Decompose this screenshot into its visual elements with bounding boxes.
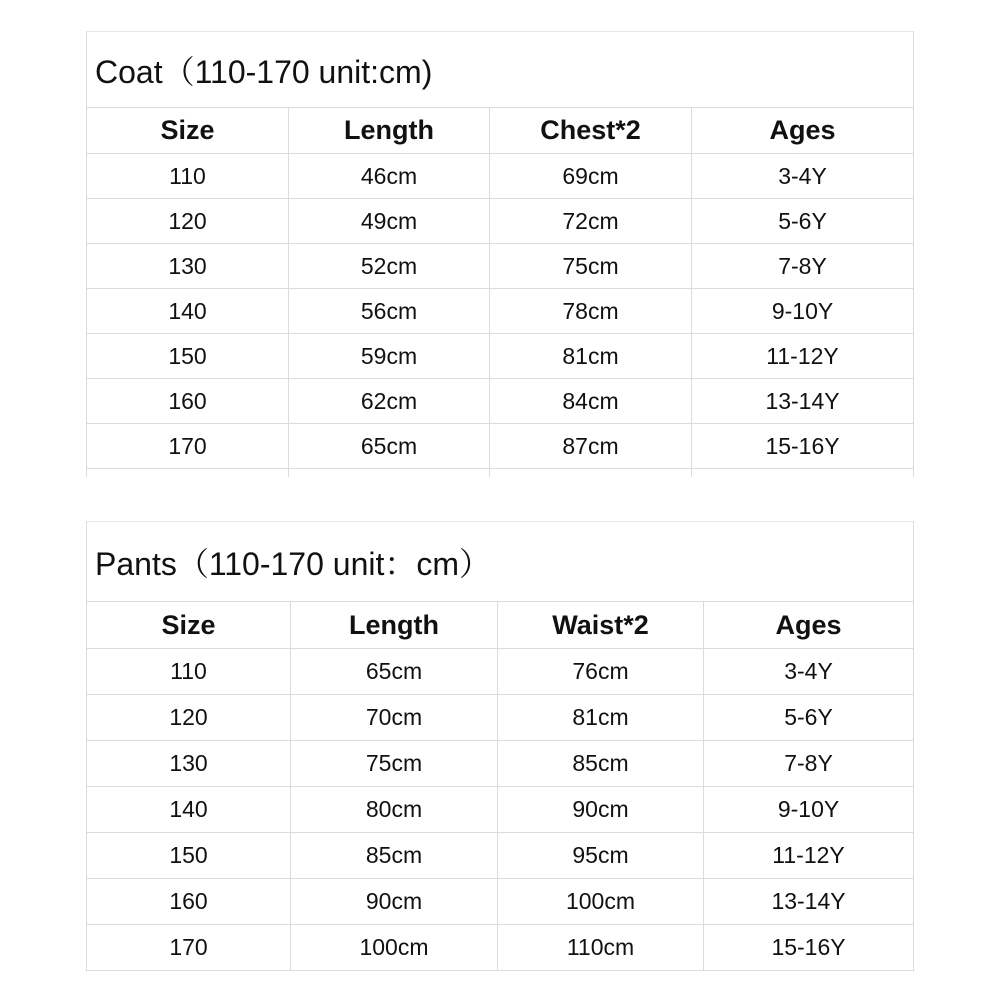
cell-ages: 13-14Y [692,379,914,424]
cell-length: 65cm [289,424,490,469]
cell-ages: 15-16Y [692,424,914,469]
cell-size: 130 [87,244,289,289]
pants-header-waist: Waist*2 [498,602,704,649]
cell-size: 130 [87,741,291,787]
cell-waist: 76cm [498,649,704,695]
cell-ages: 5-6Y [704,695,914,741]
cell-length: 46cm [289,154,490,199]
cell-chest: 87cm [490,424,692,469]
cell-waist: 90cm [498,787,704,833]
cell-size: 170 [87,925,291,971]
cell-ages: 9-10Y [692,289,914,334]
table-row [87,379,914,424]
table-row [87,154,914,199]
table-row [87,833,914,879]
cell-size: 150 [87,334,289,379]
pants-size-table [86,521,914,971]
cell-ages: 5-6Y [692,199,914,244]
cell-length: 65cm [291,649,498,695]
coat-table-title: Coat（110-170 unit:cm) [87,32,914,108]
cell-length: 52cm [289,244,490,289]
cell-size: 110 [87,154,289,199]
cell-ages: 11-12Y [692,334,914,379]
cell-length: 56cm [289,289,490,334]
cell-waist: 95cm [498,833,704,879]
cell-size: 120 [87,695,291,741]
cell-size: 170 [87,424,289,469]
cell-size: 140 [87,289,289,334]
cell-size: 120 [87,199,289,244]
table-row [87,925,914,971]
cell-size: 160 [87,379,289,424]
cell-ages: 3-4Y [692,154,914,199]
cell-chest: 72cm [490,199,692,244]
table-row [87,695,914,741]
pants-header-length: Length [291,602,498,649]
coat-header-ages: Ages [692,108,914,154]
cell-size: 110 [87,649,291,695]
cell-length: 100cm [291,925,498,971]
cell-size: 160 [87,879,291,925]
cell-length: 75cm [291,741,498,787]
cell-chest: 69cm [490,154,692,199]
cell-ages: 13-14Y [704,879,914,925]
cell-ages: 7-8Y [704,741,914,787]
cell-ages: 9-10Y [704,787,914,833]
cell-ages: 15-16Y [704,925,914,971]
table-row [87,289,914,334]
coat-size-table [86,31,914,477]
coat-header-chest: Chest*2 [490,108,692,154]
cell-length: 49cm [289,199,490,244]
table-row [87,199,914,244]
table-row [87,741,914,787]
cell-ages: 3-4Y [704,649,914,695]
cell-length: 70cm [291,695,498,741]
cell-chest: 78cm [490,289,692,334]
table-row [87,244,914,289]
cell-size: 150 [87,833,291,879]
coat-header-length: Length [289,108,490,154]
cell-length: 62cm [289,379,490,424]
cell-chest: 75cm [490,244,692,289]
table-row [87,334,914,379]
cell-waist: 110cm [498,925,704,971]
cell-chest: 81cm [490,334,692,379]
cell-chest: 84cm [490,379,692,424]
coat-header-size: Size [87,108,289,154]
pants-table-title: Pants（110-170 unit：cm） [87,522,914,602]
table-row [87,649,914,695]
table-row [87,787,914,833]
table-row [87,424,914,469]
cell-length: 80cm [291,787,498,833]
pants-header-ages: Ages [704,602,914,649]
cell-size: 140 [87,787,291,833]
cell-waist: 81cm [498,695,704,741]
cell-length: 59cm [289,334,490,379]
cell-ages: 11-12Y [704,833,914,879]
cell-length: 90cm [291,879,498,925]
cell-length: 85cm [291,833,498,879]
cell-waist: 100cm [498,879,704,925]
table-row [87,879,914,925]
cell-waist: 85cm [498,741,704,787]
pants-header-size: Size [87,602,291,649]
cell-ages: 7-8Y [692,244,914,289]
